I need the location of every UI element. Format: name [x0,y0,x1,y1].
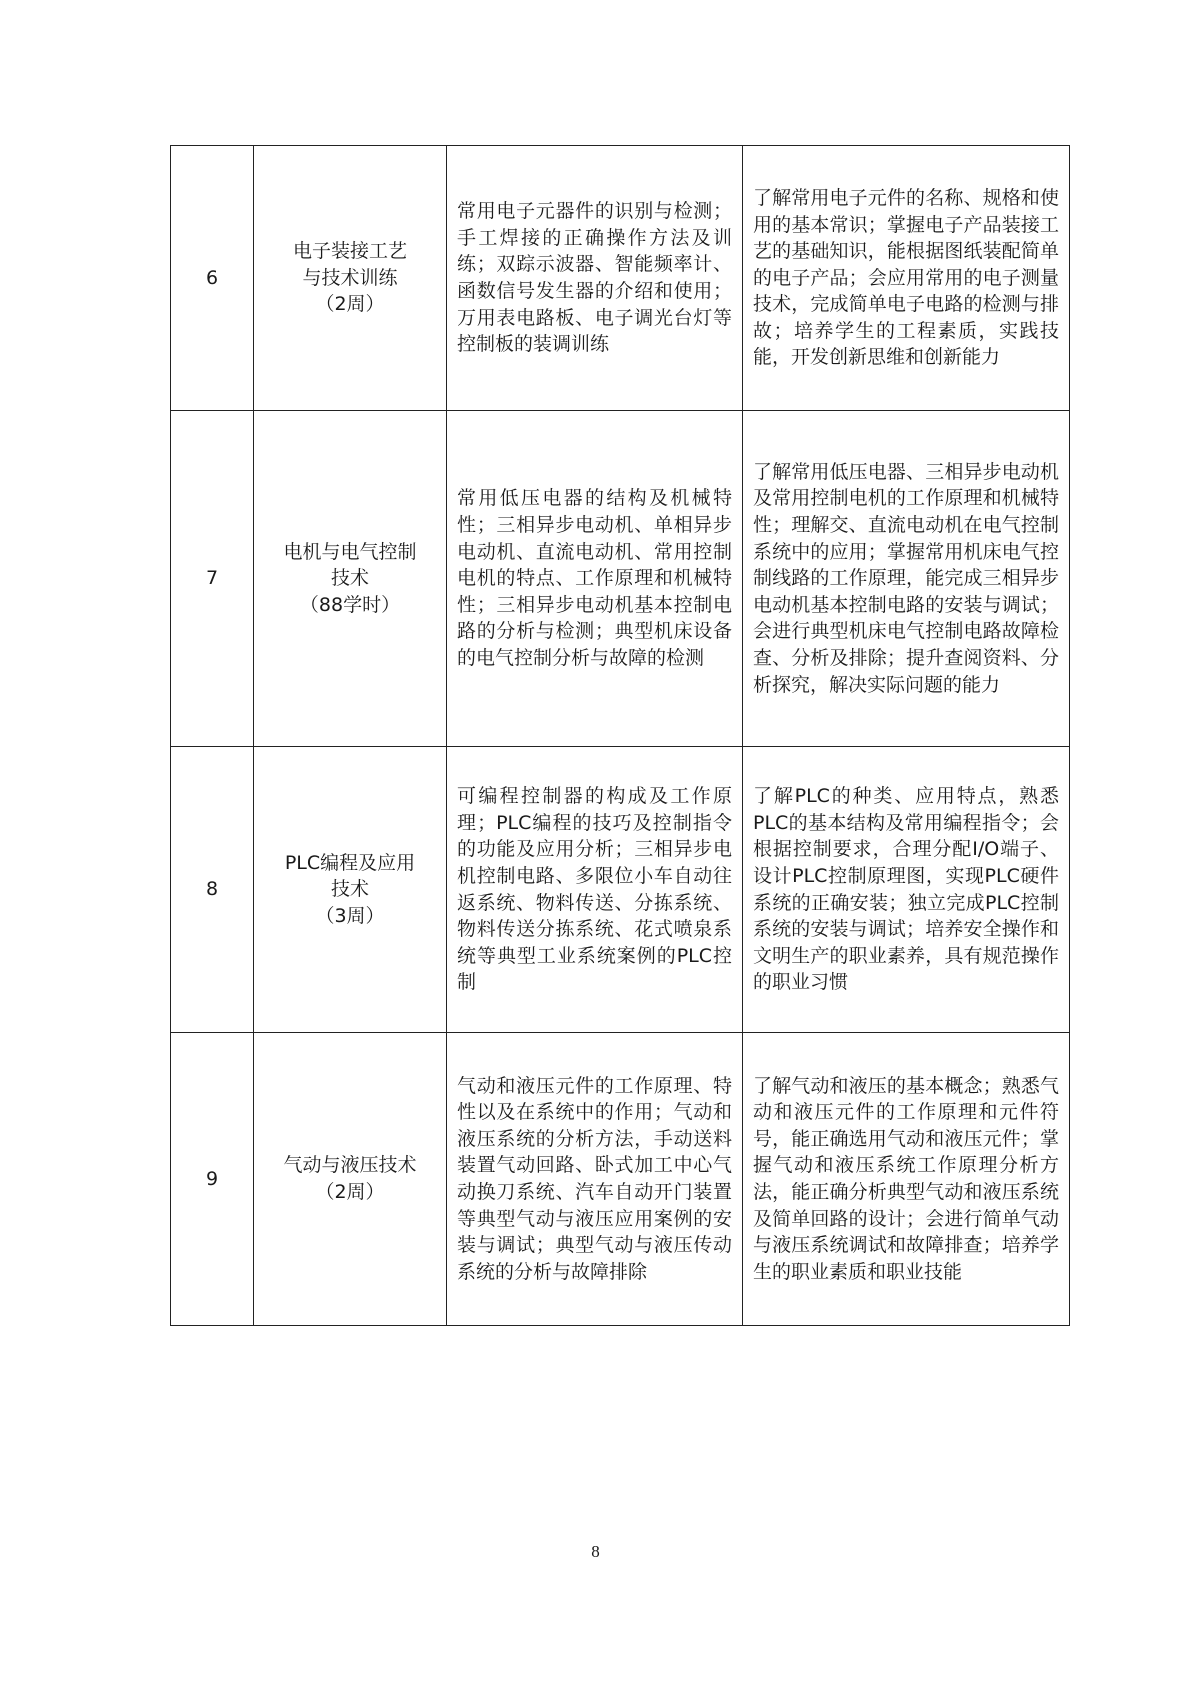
course-name-cell [254,411,447,747]
course-name: 技术 [330,878,369,901]
course-name: 与技术训练 [302,266,398,289]
course-duration: （88学时） [299,593,401,616]
course-content: 常用电子元器件的识别与检测；手工焊接的正确操作方法及训练；双踪示波器、智能频率计、函数信号发生器的介绍和使用；万用表电路板、电子调光台灯等控制板的装调训练 [457,200,732,356]
course-goal: 了解PLC的种类、应用特点，熟悉PLC的基本结构及常用编程指令；会根据控制要求，合理分配I/O端子、设计PLC控制原理图，实现PLC硬件系统的正确安装；独立完成PLC控制系统的安装与调试；培养安全操作和文明生产的职业素养，具有规范操作的职业习惯 [753,785,1059,994]
course-goal: 了解常用电子元件的名称、规格和使用的基本常识；掌握电子产品装接工艺的基础知识，能根据图纸装配简单的电子产品；会应用常用的电子测量技术，完成简单电子电路的检测与排故；培养学生的工程素质，实践技能，开发创新思维和创新能力 [753,186,1059,369]
course-name: 电机与电气控制 [283,540,417,563]
course-goal-cell [743,1033,1070,1326]
course-content-cell [447,411,743,747]
course-goal: 了解常用低压电器、三相异步电动机及常用控制电机的工作原理和机械特性；理解交、直流电动机在电气控制系统中的应用；掌握常用机床电气控制线路的工作原理，能完成三相异步电动机基本控制电路的安装与调试；会进行典型机床电气控制电路故障检查、分析及排除；提升查阅资料、分析探究，解决实际问题的能力 [753,460,1059,696]
table-row [171,1033,1070,1326]
row-number: 8 [171,747,254,1033]
course-name: 技术 [330,567,369,590]
table-row [171,747,1070,1033]
course-name: 气动与液压技术 [283,1154,417,1177]
course-goal-cell [743,411,1070,747]
course-table [170,145,1070,1326]
course-name-cell [254,1033,447,1326]
page-number: 8 [591,1542,600,1561]
course-content-cell [447,146,743,411]
course-content-cell [447,1033,743,1326]
row-number: 7 [171,411,254,747]
row-number: 9 [171,1033,254,1326]
course-goal-cell [743,146,1070,411]
table-row [171,411,1070,747]
course-content: 气动和液压元件的工作原理、特性以及在系统中的作用；气动和液压系统的分析方法，手动送料装置气动回路、卧式加工中心气动换刀系统、汽车自动开门装置等典型气动与液压应用案例的安装与调试；典型气动与液压传动系统的分析与故障排除 [457,1074,732,1283]
course-goal-cell [743,747,1070,1033]
course-content: 可编程控制器的构成及工作原理；PLC编程的技巧及控制指令的功能及应用分析；三相异步电机控制电路、多限位小车自动往返系统、物料传送、分拣系统、物料传送分拣系统、花式喷泉系统等典型工业系统案例的PLC控制 [457,785,732,994]
course-duration: （3周） [315,904,385,927]
course-duration: （2周） [315,293,385,316]
course-duration: （2周） [315,1181,385,1203]
course-name-cell [254,146,447,411]
row-number: 6 [171,146,254,411]
course-content: 常用低压电器的结构及机械特性；三相异步电动机、单相异步电动机、直流电动机、常用控制电机的特点、工作原理和机械特性；三相异步电动机基本控制电路的分析与检测；典型机床设备的电气控制分析与故障的检测 [457,487,732,669]
course-goal: 了解气动和液压的基本概念；熟悉气动和液压元件的工作原理和元件符号，能正确选用气动和液压元件；掌握气动和液压系统工作原理分析方法，能正确分析典型气动和液压系统及简单回路的设计；会进行简单气动与液压系统调试和故障排查；培养学生的职业素质和职业技能 [753,1074,1059,1283]
course-name-cell [254,747,447,1033]
course-name: 电子装接工艺 [292,240,407,263]
table-row [171,146,1070,411]
course-name: PLC编程及应用 [284,851,416,874]
course-content-cell [447,747,743,1033]
